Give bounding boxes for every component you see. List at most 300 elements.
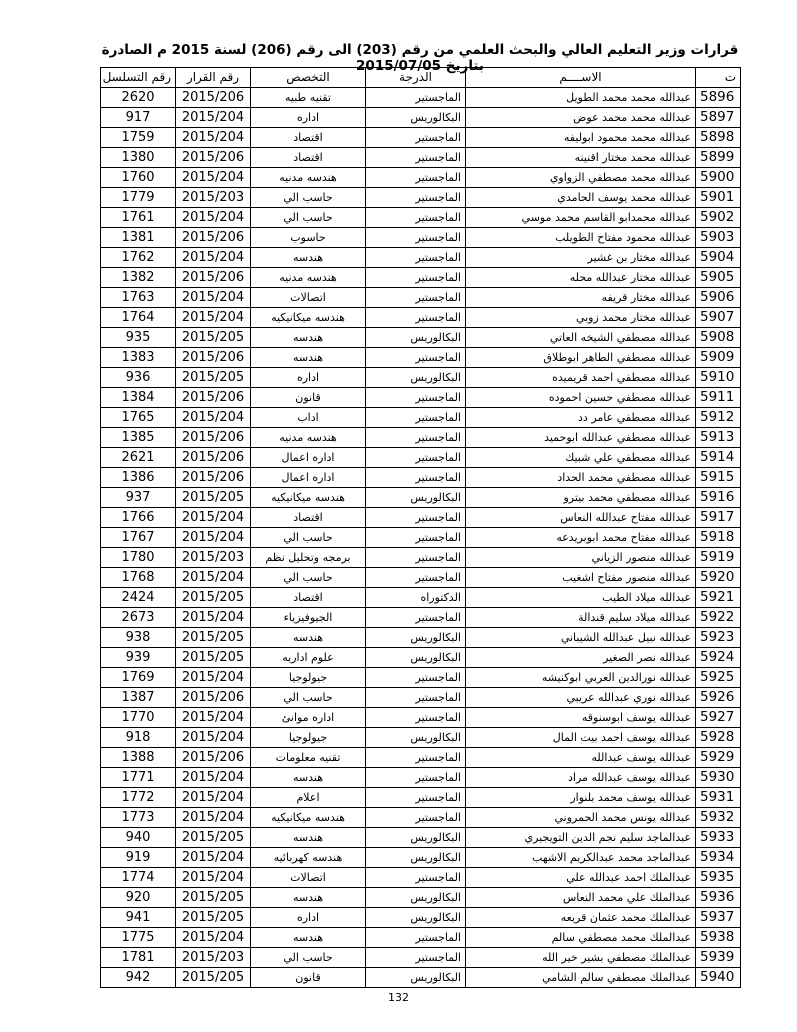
cell-specialization: اقتصاد: [251, 508, 366, 528]
table-row: [101, 948, 741, 968]
cell-specialization: هندسه مدنيه: [251, 268, 366, 288]
page-number: 132: [388, 991, 409, 1004]
cell-degree: الماجستير: [366, 548, 466, 568]
cell-degree: الماجستير: [366, 608, 466, 628]
cell-seq: 5909: [696, 348, 741, 368]
cell-name: عبدالله مصطفي علي شبيك: [466, 448, 696, 468]
cell-degree: الماجستير: [366, 308, 466, 328]
cell-decision-number: 2015/206: [176, 348, 251, 368]
cell-specialization: جيولوجيا: [251, 728, 366, 748]
cell-seq: 5905: [696, 268, 741, 288]
cell-name: عبدالله نورالدين العربي ابوكنيشه: [466, 668, 696, 688]
cell-name: عبدالله محمد يوسف الحامدي: [466, 188, 696, 208]
cell-serial-number: 1774: [101, 868, 176, 888]
cell-decision-number: 2015/206: [176, 388, 251, 408]
cell-specialization: هندسه: [251, 768, 366, 788]
table-row: [101, 748, 741, 768]
cell-degree: الماجستير: [366, 408, 466, 428]
header-serial-number: رقم التسلسل: [101, 68, 176, 88]
cell-degree: البكالوريس: [366, 848, 466, 868]
records-body: [101, 88, 741, 988]
cell-specialization: حاسب الي: [251, 568, 366, 588]
table-row: [101, 508, 741, 528]
cell-serial-number: 935: [101, 328, 176, 348]
cell-name: عبدالماجد سليم نجم الدين التويجيري: [466, 828, 696, 848]
header-decision-number: رقم القرار: [176, 68, 251, 88]
table-row: [101, 408, 741, 428]
cell-name: عبدالله محمد مختار اقنينه: [466, 148, 696, 168]
cell-specialization: اداره اعمال: [251, 468, 366, 488]
cell-decision-number: 2015/204: [176, 928, 251, 948]
cell-name: عبدالله مصطفي الطاهر ابوطلاق: [466, 348, 696, 368]
cell-degree: البكالوريس: [366, 488, 466, 508]
table-row: [101, 128, 741, 148]
cell-name: عبدالله يوسف عبدالله مراد: [466, 768, 696, 788]
cell-name: عبدالملك محمد عثمان قريعه: [466, 908, 696, 928]
table-row: [101, 968, 741, 988]
table-row: [101, 608, 741, 628]
cell-decision-number: 2015/204: [176, 408, 251, 428]
cell-specialization: جيولوجيا: [251, 668, 366, 688]
table-row: [101, 428, 741, 448]
cell-seq: 5940: [696, 968, 741, 988]
cell-seq: 5933: [696, 828, 741, 848]
header-specialization: التخصص: [251, 68, 366, 88]
cell-specialization: هندسه: [251, 348, 366, 368]
table-row: [101, 668, 741, 688]
cell-specialization: اداره: [251, 908, 366, 928]
header-name: الاســــم: [466, 68, 696, 88]
cell-degree: الماجستير: [366, 188, 466, 208]
cell-specialization: هندسه ميكانيكيه: [251, 308, 366, 328]
cell-serial-number: 1767: [101, 528, 176, 548]
cell-seq: 5904: [696, 248, 741, 268]
cell-degree: الماجستير: [366, 788, 466, 808]
table-row: [101, 688, 741, 708]
cell-name: عبدالملك مصطفي سالم الشامي: [466, 968, 696, 988]
cell-serial-number: 1764: [101, 308, 176, 328]
cell-decision-number: 2015/204: [176, 128, 251, 148]
cell-decision-number: 2015/204: [176, 308, 251, 328]
cell-specialization: اتصالات: [251, 288, 366, 308]
cell-decision-number: 2015/205: [176, 328, 251, 348]
table-row: [101, 328, 741, 348]
cell-name: عبدالله محمد محمود ابوليفه: [466, 128, 696, 148]
cell-decision-number: 2015/206: [176, 428, 251, 448]
cell-degree: الماجستير: [366, 388, 466, 408]
cell-decision-number: 2015/206: [176, 88, 251, 108]
cell-serial-number: 941: [101, 908, 176, 928]
cell-specialization: اتصالات: [251, 868, 366, 888]
table-row: [101, 168, 741, 188]
cell-name: عبدالله مختار محمد زوبي: [466, 308, 696, 328]
cell-specialization: اقتصاد: [251, 128, 366, 148]
cell-specialization: هندسه ميكانيكيه: [251, 808, 366, 828]
cell-decision-number: 2015/206: [176, 748, 251, 768]
cell-decision-number: 2015/204: [176, 608, 251, 628]
cell-specialization: اعلام: [251, 788, 366, 808]
cell-degree: الماجستير: [366, 668, 466, 688]
cell-seq: 5902: [696, 208, 741, 228]
cell-seq: 5914: [696, 448, 741, 468]
cell-specialization: علوم اداريه: [251, 648, 366, 668]
cell-specialization: هندسه: [251, 328, 366, 348]
cell-decision-number: 2015/204: [176, 768, 251, 788]
cell-name: عبدالله نصر الصغير: [466, 648, 696, 668]
cell-serial-number: 1770: [101, 708, 176, 728]
cell-decision-number: 2015/204: [176, 108, 251, 128]
cell-seq: 5896: [696, 88, 741, 108]
cell-name: عبدالله محمد محمد عوض: [466, 108, 696, 128]
cell-decision-number: 2015/205: [176, 908, 251, 928]
cell-name: عبدالله مصطفي محمد بيترو: [466, 488, 696, 508]
cell-serial-number: 1772: [101, 788, 176, 808]
cell-name: عبدالله محمدابو القاسم محمد موسي: [466, 208, 696, 228]
cell-degree: الماجستير: [366, 128, 466, 148]
cell-serial-number: 1387: [101, 688, 176, 708]
cell-degree: البكالوريس: [366, 968, 466, 988]
cell-decision-number: 2015/206: [176, 448, 251, 468]
cell-seq: 5929: [696, 748, 741, 768]
table-row: [101, 188, 741, 208]
table-row: [101, 548, 741, 568]
cell-specialization: حاسب الي: [251, 188, 366, 208]
cell-name: عبدالملك احمد عبدالله علي: [466, 868, 696, 888]
cell-degree: البكالوريس: [366, 628, 466, 648]
cell-seq: 5920: [696, 568, 741, 588]
table-row: [101, 88, 741, 108]
cell-degree: الماجستير: [366, 148, 466, 168]
cell-seq: 5906: [696, 288, 741, 308]
cell-decision-number: 2015/204: [176, 248, 251, 268]
cell-name: عبدالله نبيل عبدالله الشيباني: [466, 628, 696, 648]
table-row: [101, 728, 741, 748]
cell-decision-number: 2015/203: [176, 188, 251, 208]
cell-degree: الماجستير: [366, 768, 466, 788]
cell-seq: 5899: [696, 148, 741, 168]
cell-seq: 5922: [696, 608, 741, 628]
cell-degree: البكالوريس: [366, 328, 466, 348]
table-row: [101, 888, 741, 908]
cell-serial-number: 1761: [101, 208, 176, 228]
cell-serial-number: 1775: [101, 928, 176, 948]
cell-specialization: هندسه: [251, 628, 366, 648]
cell-serial-number: 936: [101, 368, 176, 388]
cell-serial-number: 1765: [101, 408, 176, 428]
table-row: [101, 828, 741, 848]
table-row: [101, 628, 741, 648]
cell-serial-number: 1385: [101, 428, 176, 448]
cell-specialization: اداب: [251, 408, 366, 428]
cell-serial-number: 1760: [101, 168, 176, 188]
cell-decision-number: 2015/205: [176, 488, 251, 508]
cell-name: عبدالله مختار بن غشير: [466, 248, 696, 268]
cell-degree: البكالوريس: [366, 368, 466, 388]
cell-decision-number: 2015/204: [176, 508, 251, 528]
cell-specialization: حاسب الي: [251, 528, 366, 548]
cell-serial-number: 2424: [101, 588, 176, 608]
cell-specialization: الجيوفيزياء: [251, 608, 366, 628]
cell-seq: 5898: [696, 128, 741, 148]
cell-serial-number: 918: [101, 728, 176, 748]
cell-degree: الماجستير: [366, 688, 466, 708]
cell-seq: 5926: [696, 688, 741, 708]
cell-specialization: حاسوب: [251, 228, 366, 248]
cell-decision-number: 2015/205: [176, 368, 251, 388]
cell-seq: 5912: [696, 408, 741, 428]
cell-specialization: اداره موانئ: [251, 708, 366, 728]
cell-seq: 5923: [696, 628, 741, 648]
cell-seq: 5917: [696, 508, 741, 528]
cell-decision-number: 2015/204: [176, 868, 251, 888]
cell-degree: الماجستير: [366, 248, 466, 268]
cell-specialization: قانون: [251, 388, 366, 408]
cell-name: عبدالله مختار قريفه: [466, 288, 696, 308]
cell-seq: 5939: [696, 948, 741, 968]
cell-decision-number: 2015/203: [176, 948, 251, 968]
cell-name: عبدالله منصور مفتاح اشغيب: [466, 568, 696, 588]
cell-serial-number: 1779: [101, 188, 176, 208]
cell-decision-number: 2015/204: [176, 528, 251, 548]
cell-decision-number: 2015/205: [176, 888, 251, 908]
table-row: [101, 108, 741, 128]
cell-seq: 5937: [696, 908, 741, 928]
table-header-row: [101, 68, 741, 88]
cell-decision-number: 2015/204: [176, 208, 251, 228]
cell-serial-number: 919: [101, 848, 176, 868]
cell-degree: الدكتوراه: [366, 588, 466, 608]
table-row: [101, 148, 741, 168]
cell-serial-number: 939: [101, 648, 176, 668]
cell-specialization: تقنيه طبيه: [251, 88, 366, 108]
cell-name: عبدالله يوسف احمد بيت المال: [466, 728, 696, 748]
cell-specialization: اقتصاد: [251, 148, 366, 168]
cell-seq: 5916: [696, 488, 741, 508]
cell-degree: الماجستير: [366, 928, 466, 948]
cell-seq: 5932: [696, 808, 741, 828]
cell-serial-number: 937: [101, 488, 176, 508]
cell-decision-number: 2015/204: [176, 848, 251, 868]
document-title: قرارات وزير التعليم العالي والبحث العلمي من رقم (203) الى رقم (206) لسنة 2015 م الصادرة بتاريخ 2015/07/05: [101, 42, 739, 74]
cell-name: عبدالله مصطفي حسين احموده: [466, 388, 696, 408]
table-row: [101, 528, 741, 548]
cell-seq: 5936: [696, 888, 741, 908]
cell-degree: البكالوريس: [366, 888, 466, 908]
cell-specialization: هندسه مدنيه: [251, 428, 366, 448]
cell-name: عبدالله يوسف عبدالله: [466, 748, 696, 768]
cell-seq: 5930: [696, 768, 741, 788]
cell-serial-number: 1386: [101, 468, 176, 488]
cell-specialization: هندسه كهربائيه: [251, 848, 366, 868]
cell-degree: الماجستير: [366, 468, 466, 488]
cell-specialization: هندسه: [251, 248, 366, 268]
cell-name: عبدالله محمد محمد الطويل: [466, 88, 696, 108]
cell-name: عبدالله يوسف ابوسنوقه: [466, 708, 696, 728]
table-row: [101, 228, 741, 248]
cell-name: عبدالله يونس محمد الحمروني: [466, 808, 696, 828]
cell-name: عبدالملك مصطفي بشير خير الله: [466, 948, 696, 968]
cell-specialization: هندسه: [251, 828, 366, 848]
cell-seq: 5938: [696, 928, 741, 948]
cell-seq: 5915: [696, 468, 741, 488]
table-row: [101, 868, 741, 888]
table-row: [101, 568, 741, 588]
cell-degree: الماجستير: [366, 808, 466, 828]
cell-name: عبدالله مفتاح عبدالله النعاس: [466, 508, 696, 528]
table-row: [101, 848, 741, 868]
cell-specialization: اقتصاد: [251, 588, 366, 608]
cell-decision-number: 2015/205: [176, 828, 251, 848]
cell-decision-number: 2015/206: [176, 688, 251, 708]
cell-seq: 5924: [696, 648, 741, 668]
cell-seq: 5928: [696, 728, 741, 748]
cell-serial-number: 920: [101, 888, 176, 908]
cell-degree: الماجستير: [366, 508, 466, 528]
header-seq: ت: [696, 68, 741, 88]
cell-decision-number: 2015/206: [176, 228, 251, 248]
table-row: [101, 288, 741, 308]
cell-serial-number: 1381: [101, 228, 176, 248]
cell-decision-number: 2015/204: [176, 788, 251, 808]
cell-serial-number: 1773: [101, 808, 176, 828]
table-row: [101, 308, 741, 328]
cell-serial-number: 940: [101, 828, 176, 848]
cell-serial-number: 1388: [101, 748, 176, 768]
cell-decision-number: 2015/205: [176, 628, 251, 648]
cell-specialization: هندسه مدنيه: [251, 168, 366, 188]
cell-name: عبدالله نوري عبدالله عريبي: [466, 688, 696, 708]
table-row: [101, 268, 741, 288]
cell-decision-number: 2015/206: [176, 268, 251, 288]
cell-serial-number: 1759: [101, 128, 176, 148]
table-row: [101, 928, 741, 948]
cell-degree: الماجستير: [366, 348, 466, 368]
cell-name: عبدالله مصطفي احمد قريميده: [466, 368, 696, 388]
header-degree: الدرجة: [366, 68, 466, 88]
cell-seq: 5935: [696, 868, 741, 888]
cell-serial-number: 1762: [101, 248, 176, 268]
cell-name: عبدالماجد محمد عبدالكريم الاشهب: [466, 848, 696, 868]
cell-seq: 5918: [696, 528, 741, 548]
cell-name: عبدالله محمود مفتاح الطويلب: [466, 228, 696, 248]
cell-name: عبدالله محمد مصطفي الزواوي: [466, 168, 696, 188]
cell-name: عبدالملك علي محمد النعاس: [466, 888, 696, 908]
cell-specialization: اداره اعمال: [251, 448, 366, 468]
cell-degree: الماجستير: [366, 868, 466, 888]
cell-seq: 5931: [696, 788, 741, 808]
cell-degree: البكالوريس: [366, 728, 466, 748]
cell-seq: 5903: [696, 228, 741, 248]
cell-serial-number: 1771: [101, 768, 176, 788]
cell-specialization: هندسه: [251, 888, 366, 908]
cell-degree: الماجستير: [366, 88, 466, 108]
cell-name: عبدالله ميلاد الطيب: [466, 588, 696, 608]
cell-seq: 5925: [696, 668, 741, 688]
cell-decision-number: 2015/206: [176, 468, 251, 488]
cell-decision-number: 2015/206: [176, 148, 251, 168]
cell-name: عبدالله مصطفي عبدالله ابوحميد: [466, 428, 696, 448]
table-row: [101, 648, 741, 668]
cell-degree: البكالوريس: [366, 108, 466, 128]
cell-seq: 5897: [696, 108, 741, 128]
cell-degree: الماجستير: [366, 748, 466, 768]
cell-name: عبدالله مفتاح محمد ابوبريدعه: [466, 528, 696, 548]
table-row: [101, 908, 741, 928]
table-row: [101, 448, 741, 468]
table-row: [101, 588, 741, 608]
table-row: [101, 808, 741, 828]
table-row: [101, 388, 741, 408]
cell-decision-number: 2015/204: [176, 568, 251, 588]
cell-specialization: هندسه ميكانيكيه: [251, 488, 366, 508]
cell-decision-number: 2015/204: [176, 808, 251, 828]
cell-specialization: اداره: [251, 368, 366, 388]
cell-serial-number: 1766: [101, 508, 176, 528]
cell-degree: الماجستير: [366, 568, 466, 588]
cell-degree: الماجستير: [366, 168, 466, 188]
table-row: [101, 788, 741, 808]
cell-serial-number: 1768: [101, 568, 176, 588]
cell-specialization: برمجه وتحليل نظم: [251, 548, 366, 568]
cell-decision-number: 2015/205: [176, 968, 251, 988]
cell-specialization: قانون: [251, 968, 366, 988]
cell-decision-number: 2015/205: [176, 648, 251, 668]
cell-decision-number: 2015/203: [176, 548, 251, 568]
cell-degree: الماجستير: [366, 448, 466, 468]
cell-serial-number: 1763: [101, 288, 176, 308]
cell-serial-number: 1769: [101, 668, 176, 688]
table-row: [101, 348, 741, 368]
cell-specialization: حاسب الي: [251, 208, 366, 228]
cell-serial-number: 1781: [101, 948, 176, 968]
cell-serial-number: 1380: [101, 148, 176, 168]
cell-degree: البكالوريس: [366, 908, 466, 928]
cell-serial-number: 2620: [101, 88, 176, 108]
cell-seq: 5911: [696, 388, 741, 408]
cell-decision-number: 2015/204: [176, 168, 251, 188]
cell-name: عبدالله مختار عبدالله محله: [466, 268, 696, 288]
cell-degree: الماجستير: [366, 288, 466, 308]
cell-specialization: اداره: [251, 108, 366, 128]
cell-seq: 5900: [696, 168, 741, 188]
cell-decision-number: 2015/204: [176, 288, 251, 308]
cell-degree: الماجستير: [366, 228, 466, 248]
table-row: [101, 208, 741, 228]
table-row: [101, 248, 741, 268]
cell-serial-number: 938: [101, 628, 176, 648]
cell-degree: الماجستير: [366, 528, 466, 548]
cell-decision-number: 2015/204: [176, 668, 251, 688]
cell-name: عبدالله مصطفي الشيخه العاتي: [466, 328, 696, 348]
cell-name: عبدالله مصطفي عامر دد: [466, 408, 696, 428]
cell-seq: 5908: [696, 328, 741, 348]
cell-degree: البكالوريس: [366, 828, 466, 848]
table-row: [101, 368, 741, 388]
cell-decision-number: 2015/204: [176, 708, 251, 728]
cell-serial-number: 1780: [101, 548, 176, 568]
table-row: [101, 708, 741, 728]
cell-seq: 5913: [696, 428, 741, 448]
cell-serial-number: 2673: [101, 608, 176, 628]
cell-serial-number: 1382: [101, 268, 176, 288]
cell-name: عبدالله منصور الزياني: [466, 548, 696, 568]
table-row: [101, 768, 741, 788]
cell-serial-number: 2621: [101, 448, 176, 468]
cell-seq: 5921: [696, 588, 741, 608]
cell-seq: 5934: [696, 848, 741, 868]
table-row: [101, 488, 741, 508]
cell-degree: الماجستير: [366, 428, 466, 448]
